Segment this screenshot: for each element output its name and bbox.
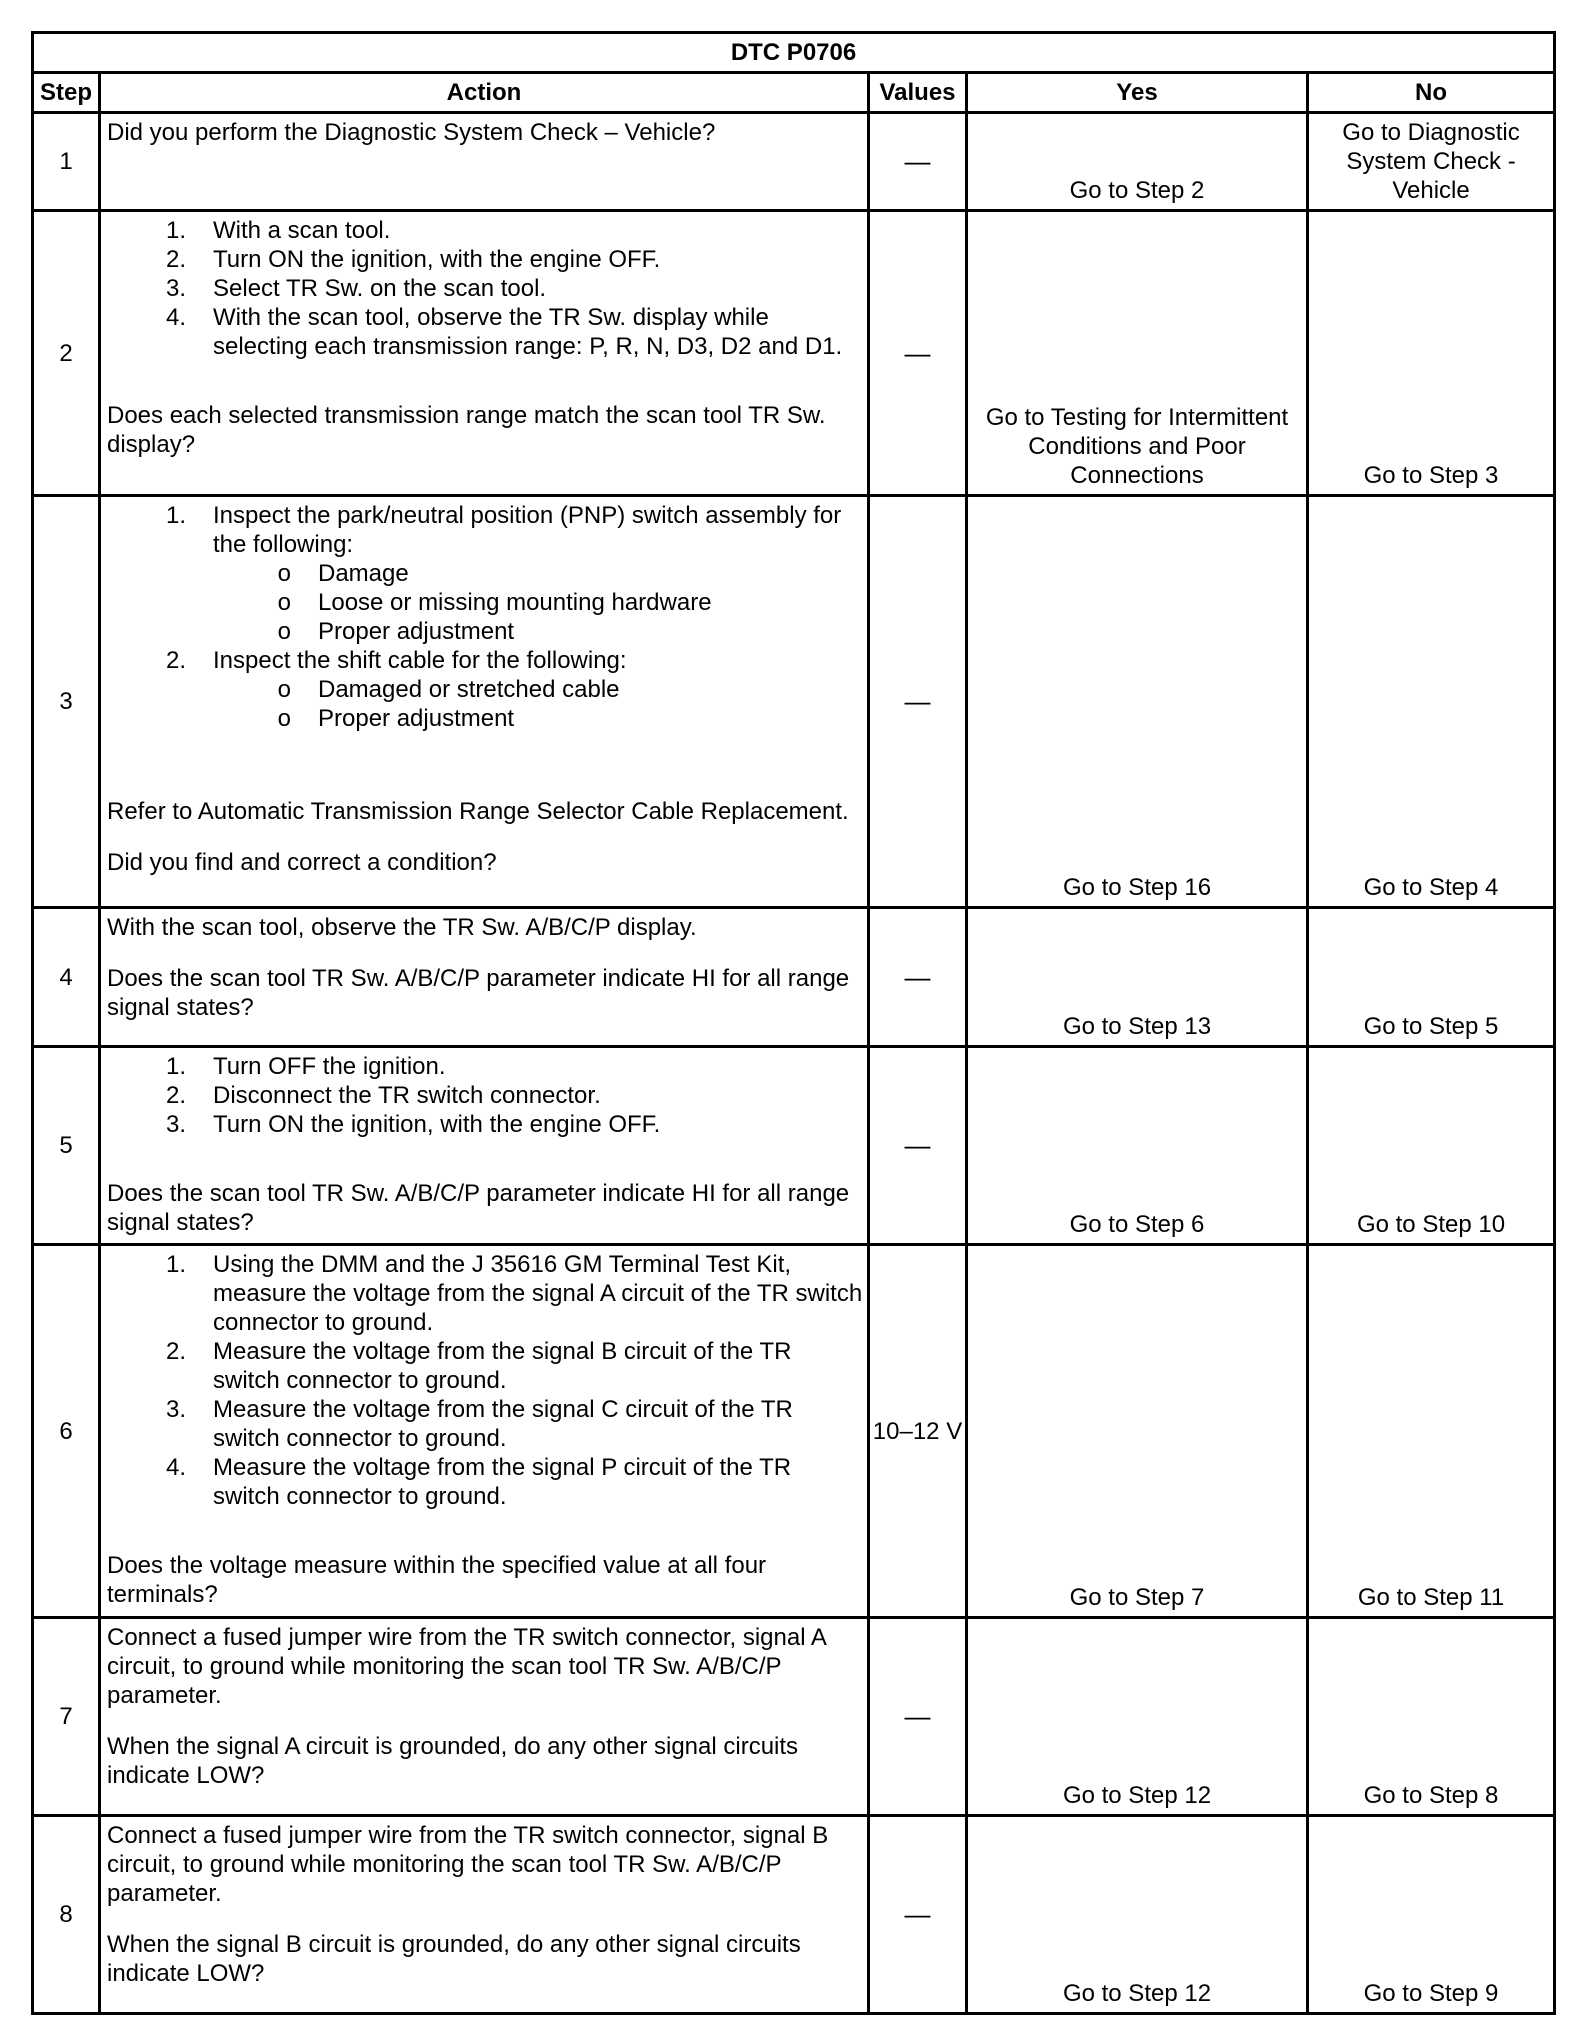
action-list-item — [107, 646, 863, 675]
yes-link[interactable]: Go to Step 12 — [967, 1816, 1308, 2014]
no-link[interactable]: Go to Diagnostic System Check - Vehicle — [1308, 113, 1555, 211]
action-paragraph: Does the voltage measure within the specified value at all four terminals? — [107, 1552, 767, 1608]
action-list-item — [107, 303, 863, 361]
table-row — [33, 211, 1555, 496]
action-paragraph: Did you find and correct a condition? — [107, 849, 497, 876]
table-row — [33, 908, 1555, 1047]
action-list-item — [107, 1250, 863, 1337]
step-number: 6 — [33, 1245, 100, 1618]
spacer — [107, 942, 863, 964]
list-text: With the scan tool, observe the TR Sw. display while selecting each transmission range: P, R, N, D3, D2 and D1. — [213, 304, 843, 360]
action-sub-item — [107, 588, 863, 617]
yes-link[interactable]: Go to Step 16 — [967, 496, 1308, 908]
action-list-item — [107, 216, 863, 245]
table-row — [33, 1816, 1555, 2014]
list-number: 1. — [165, 1053, 186, 1080]
action-list-item — [107, 1081, 863, 1110]
bullet-icon: o — [277, 560, 291, 587]
header-row — [33, 73, 1555, 113]
list-number: 1. — [165, 217, 186, 244]
action-sub-item — [107, 704, 863, 733]
yes-link[interactable]: Go to Step 12 — [967, 1618, 1308, 1816]
action-list-item — [107, 245, 863, 274]
list-number: 1. — [165, 1251, 186, 1278]
action-cell — [100, 1816, 869, 2014]
action-sub-item — [107, 559, 863, 588]
action-paragraph: Connect a fused jumper wire from the TR switch connector, signal A circuit, to ground while monitoring the scan tool TR Sw. A/B/C/P parameter. — [107, 1624, 826, 1709]
list-text: Inspect the shift cable for the following: — [213, 647, 627, 674]
header-action: Action — [100, 73, 869, 113]
table-body — [33, 113, 1555, 2014]
sub-item-text: Proper adjustment — [318, 618, 515, 645]
action-list-item — [107, 1337, 863, 1395]
table-row — [33, 1245, 1555, 1618]
action-list-item — [107, 1395, 863, 1453]
bullet-icon: o — [277, 676, 291, 703]
action-sub-item — [107, 675, 863, 704]
action-cell — [100, 113, 869, 211]
dtc-table — [31, 31, 1556, 2015]
table-row — [33, 1618, 1555, 1816]
spacer — [107, 1710, 863, 1732]
action-list-item — [107, 501, 863, 559]
action-list-item — [107, 1052, 863, 1081]
step-number: 5 — [33, 1047, 100, 1245]
list-number: 2. — [165, 1338, 186, 1365]
no-link[interactable]: Go to Step 8 — [1308, 1618, 1555, 1816]
list-number: 4. — [165, 304, 186, 331]
yes-link[interactable]: Go to Step 6 — [967, 1047, 1308, 1245]
list-text: Using the DMM and the J 35616 GM Terminal Test Kit, measure the voltage from the signal A circuit of the TR switch connector to ground. — [213, 1251, 863, 1336]
no-link[interactable]: Go to Step 3 — [1308, 211, 1555, 496]
step-number: 4 — [33, 908, 100, 1047]
spacer — [107, 1511, 863, 1551]
list-text: Measure the voltage from the signal B circuit of the TR switch connector to ground. — [213, 1338, 792, 1394]
list-number: 3. — [165, 1396, 186, 1423]
no-link[interactable]: Go to Step 10 — [1308, 1047, 1555, 1245]
action-paragraph: Does each selected transmission range match the scan tool TR Sw. display? — [107, 402, 826, 458]
value-cell: — — [869, 908, 967, 1047]
list-text: Measure the voltage from the signal C circuit of the TR switch connector to ground. — [213, 1396, 793, 1452]
list-number: 2. — [165, 246, 186, 273]
action-paragraph: When the signal A circuit is grounded, do any other signal circuits indicate LOW? — [107, 1733, 799, 1789]
action-sub-item — [107, 617, 863, 646]
list-text: Inspect the park/neutral position (PNP) switch assembly for the following: — [213, 502, 842, 558]
action-list-item — [107, 1110, 863, 1139]
list-text: Disconnect the TR switch connector. — [213, 1082, 601, 1109]
action-list-item — [107, 274, 863, 303]
table-title: DTC P0706 — [33, 33, 1555, 73]
header-step: Step — [33, 73, 100, 113]
step-number: 8 — [33, 1816, 100, 2014]
action-paragraph: Refer to Automatic Transmission Range Selector Cable Replacement. — [107, 798, 849, 825]
action-cell — [100, 496, 869, 908]
no-link[interactable]: Go to Step 9 — [1308, 1816, 1555, 2014]
spacer — [107, 361, 863, 401]
table-row — [33, 1047, 1555, 1245]
spacer — [107, 826, 863, 848]
action-paragraph: Does the scan tool TR Sw. A/B/C/P parameter indicate HI for all range signal states? — [107, 1180, 850, 1236]
bullet-icon: o — [277, 589, 291, 616]
list-text: Turn ON the ignition, with the engine OFF. — [213, 246, 661, 273]
list-text: Turn ON the ignition, with the engine OFF. — [213, 1111, 661, 1138]
spacer — [107, 1139, 863, 1179]
action-cell — [100, 1047, 869, 1245]
action-paragraph: With the scan tool, observe the TR Sw. A/B/C/P display. — [107, 914, 697, 941]
yes-link[interactable]: Go to Testing for Intermittent Conditions and Poor Connections — [967, 211, 1308, 496]
sub-item-text: Damaged or stretched cable — [318, 676, 620, 703]
action-paragraph: Did you perform the Diagnostic System Check – Vehicle? — [107, 119, 716, 146]
list-text: Turn OFF the ignition. — [213, 1053, 446, 1080]
step-number: 2 — [33, 211, 100, 496]
action-cell — [100, 211, 869, 496]
action-list-item — [107, 1453, 863, 1511]
value-cell: — — [869, 113, 967, 211]
no-link[interactable]: Go to Step 11 — [1308, 1245, 1555, 1618]
header-yes: Yes — [967, 73, 1308, 113]
step-number: 7 — [33, 1618, 100, 1816]
value-cell: — — [869, 211, 967, 496]
sub-item-text: Loose or missing mounting hardware — [318, 589, 712, 616]
list-number: 2. — [165, 1082, 186, 1109]
yes-link[interactable]: Go to Step 7 — [967, 1245, 1308, 1618]
action-paragraph: Connect a fused jumper wire from the TR switch connector, signal B circuit, to ground while monitoring the scan tool TR Sw. A/B/C/P parameter. — [107, 1822, 829, 1907]
step-number: 1 — [33, 113, 100, 211]
list-text: With a scan tool. — [213, 217, 391, 244]
sub-item-text: Proper adjustment — [318, 705, 515, 732]
value-cell: — — [869, 496, 967, 908]
value-cell: 10–12 V — [869, 1245, 967, 1618]
value-cell: — — [869, 1618, 967, 1816]
spacer — [107, 1908, 863, 1930]
list-text: Measure the voltage from the signal P circuit of the TR switch connector to ground. — [213, 1454, 792, 1510]
sub-item-text: Damage — [318, 560, 409, 587]
bullet-icon: o — [277, 705, 291, 732]
spacer — [107, 733, 863, 797]
list-number: 3. — [165, 275, 186, 302]
list-number: 2. — [165, 647, 186, 674]
no-link[interactable]: Go to Step 5 — [1308, 908, 1555, 1047]
header-no: No — [1308, 73, 1555, 113]
yes-link[interactable]: Go to Step 13 — [967, 908, 1308, 1047]
title-row — [33, 33, 1555, 73]
action-paragraph: When the signal B circuit is grounded, do any other signal circuits indicate LOW? — [107, 1931, 801, 1987]
list-number: 4. — [165, 1454, 186, 1481]
action-cell — [100, 1618, 869, 1816]
action-paragraph: Does the scan tool TR Sw. A/B/C/P parameter indicate HI for all range signal states? — [107, 965, 850, 1021]
step-number: 3 — [33, 496, 100, 908]
action-cell — [100, 1245, 869, 1618]
table-row — [33, 496, 1555, 908]
value-cell: — — [869, 1816, 967, 2014]
table-row — [33, 113, 1555, 211]
header-values: Values — [869, 73, 967, 113]
list-number: 3. — [165, 1111, 186, 1138]
value-cell: — — [869, 1047, 967, 1245]
list-number: 1. — [165, 502, 186, 529]
list-text: Select TR Sw. on the scan tool. — [213, 275, 547, 302]
yes-link[interactable]: Go to Step 2 — [967, 113, 1308, 211]
no-link[interactable]: Go to Step 4 — [1308, 496, 1555, 908]
action-cell — [100, 908, 869, 1047]
bullet-icon: o — [277, 618, 291, 645]
